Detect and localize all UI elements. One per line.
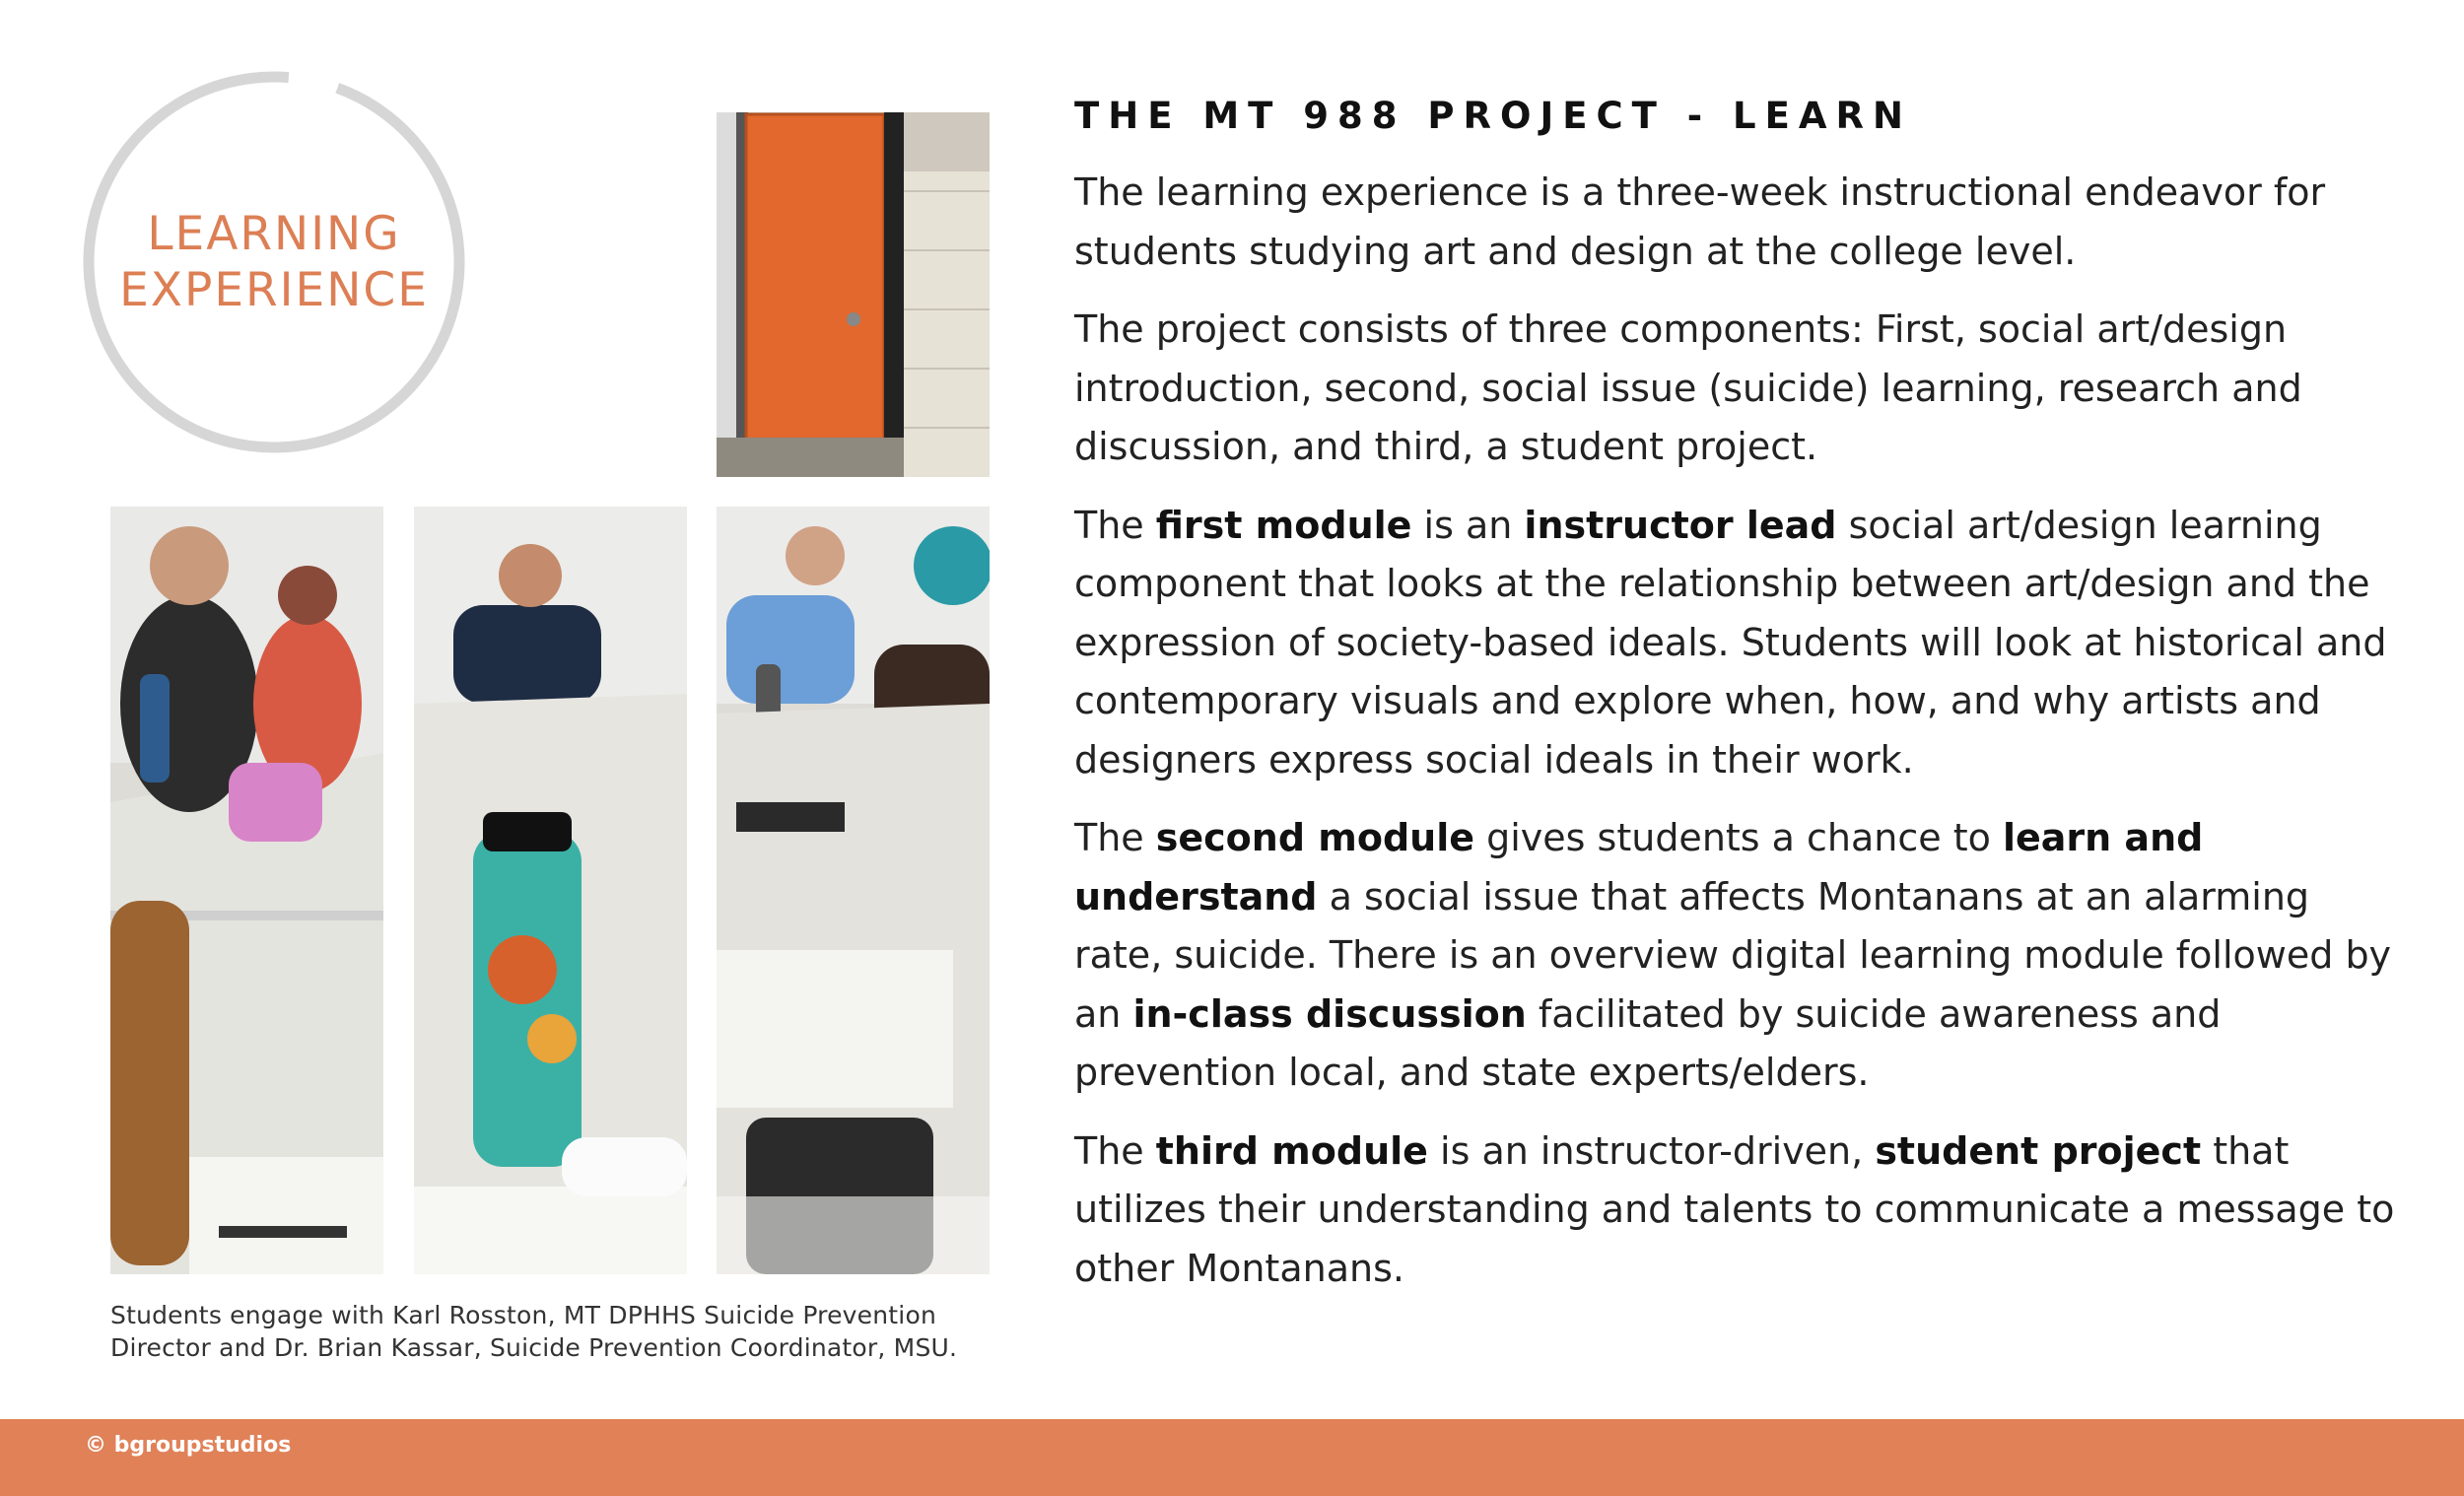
module-3-paragraph bbox=[1074, 1122, 2405, 1299]
emphasis-second-module: second module bbox=[1155, 816, 1475, 859]
text-run: The bbox=[1074, 1128, 1156, 1173]
classroom-photo-right bbox=[717, 507, 990, 1274]
text-run: is an instructor-driven, bbox=[1427, 1128, 1876, 1173]
intro-paragraph-1: The learning experience is a three-week instructional endeavor for students studying art and design at the college level. bbox=[1074, 170, 2326, 273]
page-title: THE MT 988 PROJECT - LEARN bbox=[1074, 95, 1912, 137]
emphasis-student-project: student project bbox=[1875, 1128, 2202, 1173]
emphasis-third-module: third module bbox=[1155, 1128, 1428, 1173]
emphasis-first-module: first module bbox=[1155, 503, 1412, 547]
badge-line-2: EXPERIENCE bbox=[119, 263, 429, 317]
door-photo bbox=[717, 112, 990, 477]
emphasis-instructor-lead: instructor lead bbox=[1524, 503, 1837, 547]
emphasis-learn-and-understand: learn and understand bbox=[1074, 816, 2204, 918]
learning-experience-badge bbox=[81, 69, 467, 455]
text-run: The bbox=[1074, 503, 1156, 547]
text-run: that utilizes their understanding and talents to communicate a message to other Montanans. bbox=[1074, 1128, 2395, 1290]
footer-bar bbox=[0, 1419, 2464, 1496]
body-text bbox=[1074, 164, 2405, 1318]
classroom-photo-left bbox=[110, 507, 383, 1274]
intro-paragraph-2: The project consists of three components: First, social art/design introduction, second, social issue (suicide) learning, research and discussion, and third, a student project. bbox=[1074, 307, 2302, 468]
photo-caption: Students engage with Karl Rosston, MT DPHHS Suicide Prevention Director and Dr. Brian Kassar, Suicide Prevention Coordinator, MSU. bbox=[110, 1301, 958, 1362]
emphasis-in-class-discussion: in-class discussion bbox=[1132, 991, 1527, 1036]
text-run: is an bbox=[1411, 503, 1525, 547]
module-1-paragraph bbox=[1074, 497, 2405, 790]
badge-line-1: LEARNING bbox=[147, 207, 401, 261]
text-run: a social issue that affects Montanans at an alarming rate, suicide. There is an overview digital learning module followed by an bbox=[1074, 874, 2392, 1036]
classroom-photo-center bbox=[414, 507, 687, 1274]
copyright-text: © bgroupstudios bbox=[85, 1433, 292, 1458]
text-run: facilitated by suicide awareness and prevention local, and state experts/elders. bbox=[1074, 991, 2222, 1094]
module-2-paragraph bbox=[1074, 809, 2405, 1103]
text-run: The bbox=[1074, 816, 1156, 859]
text-run: social art/design learning component that looks at the relationship between art/design and the expression of society-based ideals. Students will look at historical and contemporary visuals and explore when, how, and why artists and designers express social ideals in their work. bbox=[1074, 503, 2387, 782]
text-run: gives students a chance to bbox=[1474, 816, 2003, 859]
